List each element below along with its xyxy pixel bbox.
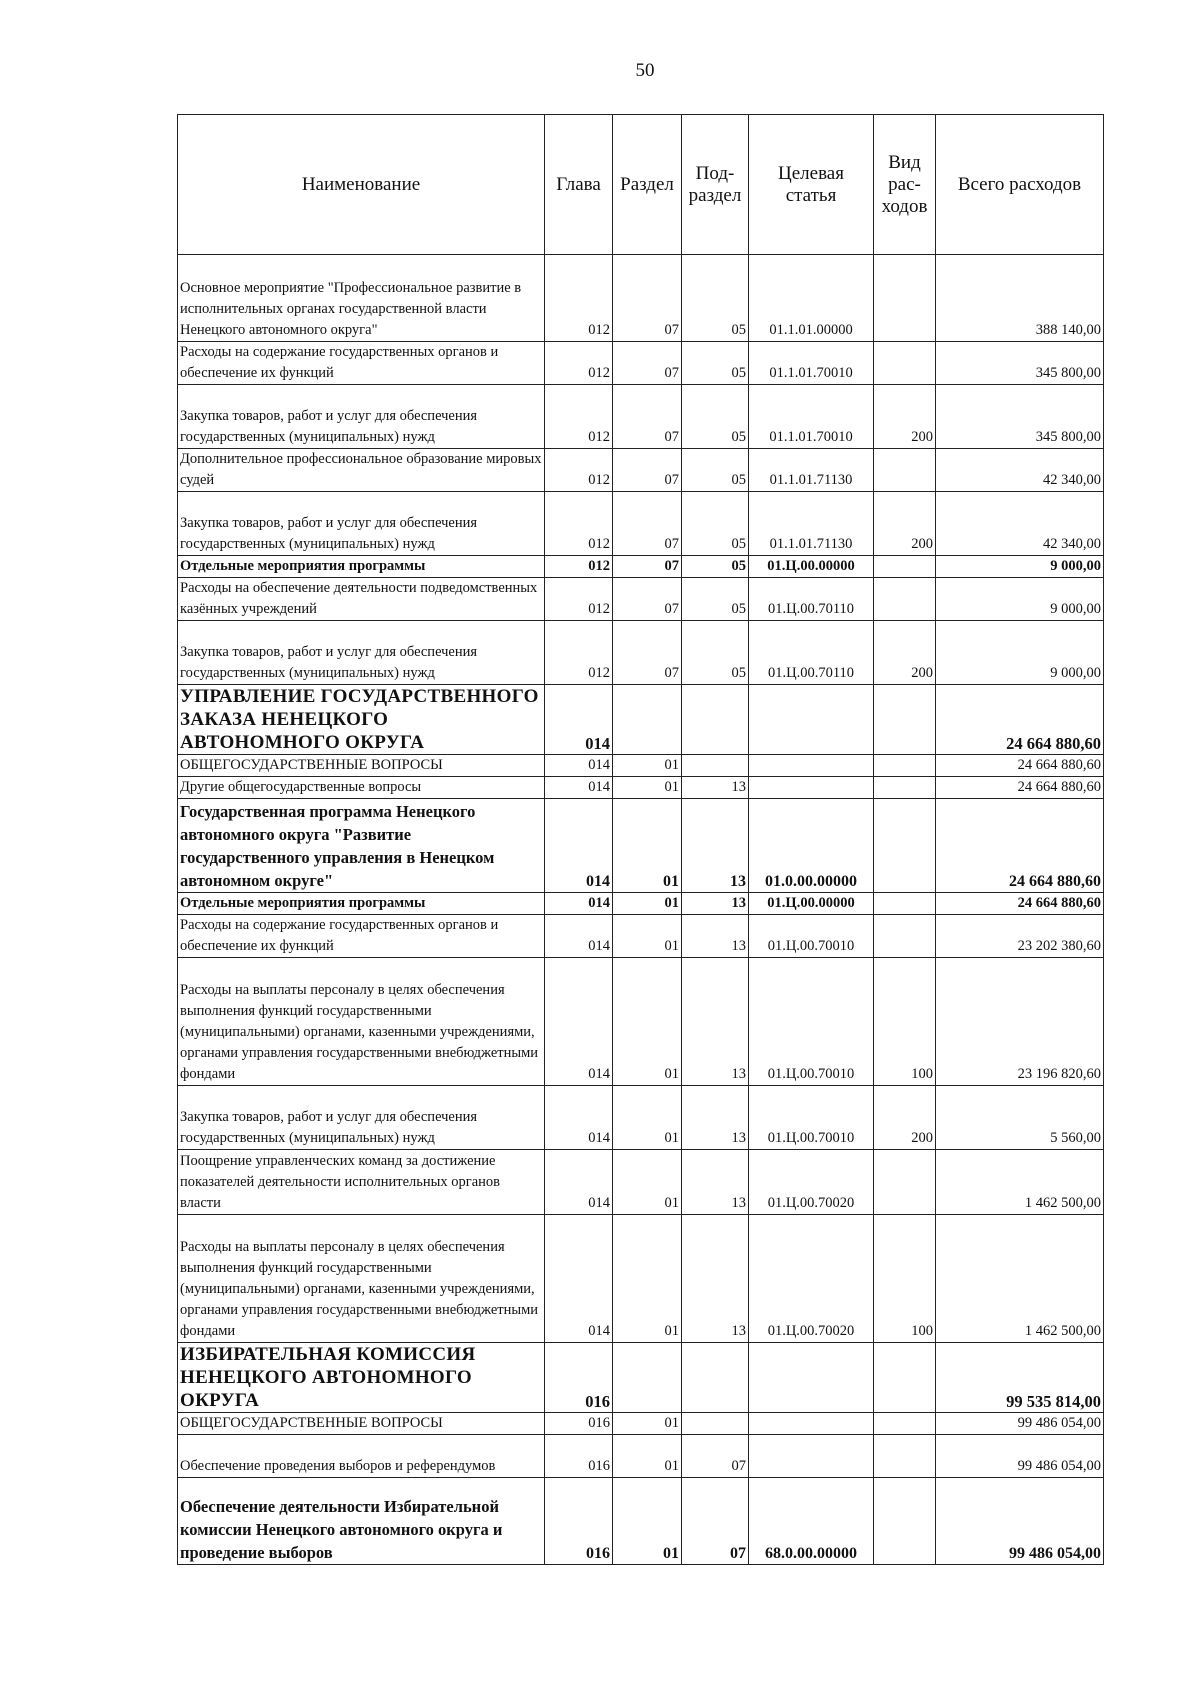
row-glava: 012 [545, 492, 613, 556]
header-name: Наименование [178, 115, 545, 255]
table-row [178, 915, 1104, 958]
row-razdel: 01 [613, 893, 682, 915]
row-name: Расходы на выплаты персоналу в целях обеспечения выполнения функций государственными (муниципальными) органами, казенными учреждениями, органами управления государственными внебюджетными фондами [178, 1215, 545, 1343]
row-glava: 014 [545, 915, 613, 958]
header-total: Всего расходов [936, 115, 1104, 255]
row-podrazdel: 05 [682, 492, 749, 556]
row-total: 24 664 880,60 [936, 893, 1104, 915]
row-glava: 016 [545, 1343, 613, 1413]
row-target [749, 777, 874, 799]
row-name: Расходы на выплаты персоналу в целях обеспечения выполнения функций государственными (муниципальными) органами, казенными учреждениями, органами управления государственными внебюджетными фондами [178, 958, 545, 1086]
row-name: Основное мероприятие "Профессиональное развитие в исполнительных органах государственной власти Ненецкого автономного округа" [178, 255, 545, 342]
row-target: 01.Ц.00.00000 [749, 893, 874, 915]
row-glava: 014 [545, 1086, 613, 1150]
row-total: 345 800,00 [936, 342, 1104, 385]
row-podrazdel: 13 [682, 915, 749, 958]
row-razdel: 01 [613, 1215, 682, 1343]
row-target: 01.Ц.00.70010 [749, 1086, 874, 1150]
row-vid [874, 1435, 936, 1478]
row-podrazdel: 13 [682, 777, 749, 799]
row-vid [874, 255, 936, 342]
row-podrazdel: 05 [682, 556, 749, 578]
row-vid: 200 [874, 621, 936, 685]
row-glava: 014 [545, 1215, 613, 1343]
table-row [178, 578, 1104, 621]
row-podrazdel [682, 1343, 749, 1413]
row-razdel: 07 [613, 492, 682, 556]
row-total: 1 462 500,00 [936, 1150, 1104, 1215]
table-row [178, 1150, 1104, 1215]
row-podrazdel: 13 [682, 958, 749, 1086]
row-target: 01.Ц.00.70110 [749, 621, 874, 685]
row-podrazdel: 13 [682, 1086, 749, 1150]
row-vid [874, 1343, 936, 1413]
table-row [178, 893, 1104, 915]
table-row [178, 1215, 1104, 1343]
row-glava: 012 [545, 342, 613, 385]
row-vid: 100 [874, 1215, 936, 1343]
row-razdel [613, 685, 682, 755]
page-number: 50 [635, 60, 655, 81]
row-name: Государственная программа Ненецкого автономного округа "Развитие государственного управления в Ненецком автономном округе" [178, 799, 545, 893]
row-target [749, 1413, 874, 1435]
row-target: 01.Ц.00.70010 [749, 958, 874, 1086]
row-target: 01.Ц.00.70020 [749, 1150, 874, 1215]
row-target [749, 1343, 874, 1413]
row-glava: 012 [545, 578, 613, 621]
row-target: 01.1.01.70010 [749, 342, 874, 385]
row-total: 23 202 380,60 [936, 915, 1104, 958]
table-row [178, 621, 1104, 685]
row-vid [874, 342, 936, 385]
row-total: 99 486 054,00 [936, 1435, 1104, 1478]
header-vid: Вид рас-ходов [874, 115, 936, 255]
row-total: 99 535 814,00 [936, 1343, 1104, 1413]
row-glava: 014 [545, 777, 613, 799]
row-podrazdel: 07 [682, 1435, 749, 1478]
row-razdel: 01 [613, 777, 682, 799]
row-podrazdel: 05 [682, 449, 749, 492]
row-name: УПРАВЛЕНИЕ ГОСУДАРСТВЕННОГО ЗАКАЗА НЕНЕЦКОГО АВТОНОМНОГО ОКРУГА [178, 685, 545, 755]
row-vid: 200 [874, 1086, 936, 1150]
row-razdel: 01 [613, 1435, 682, 1478]
row-razdel: 01 [613, 1478, 682, 1565]
row-razdel: 01 [613, 958, 682, 1086]
row-razdel: 07 [613, 556, 682, 578]
row-razdel: 01 [613, 1150, 682, 1215]
row-target: 01.Ц.00.00000 [749, 556, 874, 578]
row-vid [874, 915, 936, 958]
row-glava: 012 [545, 385, 613, 449]
table-row [178, 755, 1104, 777]
row-glava: 016 [545, 1413, 613, 1435]
row-vid [874, 685, 936, 755]
row-target: 01.Ц.00.70110 [749, 578, 874, 621]
row-podrazdel [682, 1413, 749, 1435]
row-glava: 014 [545, 755, 613, 777]
row-total: 24 664 880,60 [936, 799, 1104, 893]
row-vid [874, 893, 936, 915]
row-total: 1 462 500,00 [936, 1215, 1104, 1343]
row-name: Обеспечение деятельности Избирательной комиссии Ненецкого автономного округа и проведение выборов [178, 1478, 545, 1565]
row-glava: 014 [545, 893, 613, 915]
header-target: Целевая статья [749, 115, 874, 255]
table-header-row [178, 115, 1104, 255]
row-target: 68.0.00.00000 [749, 1478, 874, 1565]
row-razdel: 01 [613, 1086, 682, 1150]
row-name: Отдельные мероприятия программы [178, 556, 545, 578]
row-name: Расходы на содержание государственных органов и обеспечение их функций [178, 915, 545, 958]
row-podrazdel: 07 [682, 1478, 749, 1565]
row-vid [874, 799, 936, 893]
table-row [178, 255, 1104, 342]
table-row [178, 449, 1104, 492]
row-target: 01.1.01.70010 [749, 385, 874, 449]
row-target [749, 685, 874, 755]
row-target [749, 1435, 874, 1478]
row-vid [874, 777, 936, 799]
row-target: 01.1.01.71130 [749, 492, 874, 556]
row-glava: 012 [545, 255, 613, 342]
table-row [178, 1086, 1104, 1150]
row-name: ИЗБИРАТЕЛЬНАЯ КОМИССИЯ НЕНЕЦКОГО АВТОНОМНОГО ОКРУГА [178, 1343, 545, 1413]
header-podrazdel: Под-раздел [682, 115, 749, 255]
row-name: Закупка товаров, работ и услуг для обеспечения государственных (муниципальных) нужд [178, 1086, 545, 1150]
row-vid: 200 [874, 385, 936, 449]
row-total: 9 000,00 [936, 556, 1104, 578]
table-row [178, 556, 1104, 578]
row-target: 01.1.01.00000 [749, 255, 874, 342]
row-vid [874, 1478, 936, 1565]
row-razdel: 07 [613, 449, 682, 492]
row-name: Закупка товаров, работ и услуг для обеспечения государственных (муниципальных) нужд [178, 385, 545, 449]
row-target: 01.0.00.00000 [749, 799, 874, 893]
row-name: Отдельные мероприятия программы [178, 893, 545, 915]
table-row [178, 385, 1104, 449]
row-razdel: 01 [613, 915, 682, 958]
row-podrazdel: 13 [682, 893, 749, 915]
table-row [178, 1478, 1104, 1565]
header-glava: Глава [545, 115, 613, 255]
row-razdel [613, 1343, 682, 1413]
row-name: Обеспечение проведения выборов и референдумов [178, 1435, 545, 1478]
row-podrazdel: 05 [682, 342, 749, 385]
row-total: 9 000,00 [936, 621, 1104, 685]
row-razdel: 07 [613, 385, 682, 449]
row-glava: 016 [545, 1435, 613, 1478]
row-name: Расходы на содержание государственных органов и обеспечение их функций [178, 342, 545, 385]
row-total: 24 664 880,60 [936, 755, 1104, 777]
table-row [178, 492, 1104, 556]
table-row [178, 958, 1104, 1086]
header-razdel: Раздел [613, 115, 682, 255]
row-razdel: 07 [613, 342, 682, 385]
row-vid [874, 578, 936, 621]
row-name: Другие общегосударственные вопросы [178, 777, 545, 799]
row-glava: 016 [545, 1478, 613, 1565]
row-podrazdel: 05 [682, 385, 749, 449]
row-vid: 200 [874, 492, 936, 556]
row-podrazdel: 05 [682, 578, 749, 621]
row-total: 42 340,00 [936, 449, 1104, 492]
row-razdel: 07 [613, 255, 682, 342]
row-total: 5 560,00 [936, 1086, 1104, 1150]
row-glava: 014 [545, 1150, 613, 1215]
table-row [178, 342, 1104, 385]
row-total: 9 000,00 [936, 578, 1104, 621]
row-total: 99 486 054,00 [936, 1478, 1104, 1565]
table-row [178, 1413, 1104, 1435]
table-row [178, 799, 1104, 893]
row-total: 24 664 880,60 [936, 685, 1104, 755]
row-vid: 100 [874, 958, 936, 1086]
row-total: 23 196 820,60 [936, 958, 1104, 1086]
budget-table [177, 114, 1104, 1565]
table-row [178, 1435, 1104, 1478]
row-podrazdel: 05 [682, 255, 749, 342]
row-total: 345 800,00 [936, 385, 1104, 449]
row-name: ОБЩЕГОСУДАРСТВЕННЫЕ ВОПРОСЫ [178, 1413, 545, 1435]
row-name: Дополнительное профессиональное образование мировых судей [178, 449, 545, 492]
row-podrazdel [682, 755, 749, 777]
row-razdel: 01 [613, 1413, 682, 1435]
row-total: 24 664 880,60 [936, 777, 1104, 799]
row-glava: 012 [545, 449, 613, 492]
row-glava: 012 [545, 556, 613, 578]
row-name: Закупка товаров, работ и услуг для обеспечения государственных (муниципальных) нужд [178, 492, 545, 556]
row-total: 99 486 054,00 [936, 1413, 1104, 1435]
row-target: 01.Ц.00.70010 [749, 915, 874, 958]
row-glava: 014 [545, 685, 613, 755]
row-razdel: 07 [613, 621, 682, 685]
row-podrazdel: 05 [682, 621, 749, 685]
row-glava: 014 [545, 799, 613, 893]
row-total: 388 140,00 [936, 255, 1104, 342]
row-name: Закупка товаров, работ и услуг для обеспечения государственных (муниципальных) нужд [178, 621, 545, 685]
row-vid [874, 755, 936, 777]
row-podrazdel: 13 [682, 1215, 749, 1343]
row-vid [874, 1150, 936, 1215]
row-razdel: 01 [613, 799, 682, 893]
row-name: Поощрение управленческих команд за достижение показателей деятельности исполнительных органов власти [178, 1150, 545, 1215]
row-glava: 014 [545, 958, 613, 1086]
row-name: Расходы на обеспечение деятельности подведомственных казённых учреждений [178, 578, 545, 621]
row-vid [874, 556, 936, 578]
table-row [178, 777, 1104, 799]
row-podrazdel [682, 685, 749, 755]
table-row [178, 685, 1104, 755]
table-row [178, 1343, 1104, 1413]
row-target [749, 755, 874, 777]
row-razdel: 01 [613, 755, 682, 777]
row-glava: 012 [545, 621, 613, 685]
row-podrazdel: 13 [682, 1150, 749, 1215]
row-razdel: 07 [613, 578, 682, 621]
row-target: 01.1.01.71130 [749, 449, 874, 492]
row-podrazdel: 13 [682, 799, 749, 893]
row-vid [874, 1413, 936, 1435]
row-vid [874, 449, 936, 492]
row-total: 42 340,00 [936, 492, 1104, 556]
row-name: ОБЩЕГОСУДАРСТВЕННЫЕ ВОПРОСЫ [178, 755, 545, 777]
row-target: 01.Ц.00.70020 [749, 1215, 874, 1343]
